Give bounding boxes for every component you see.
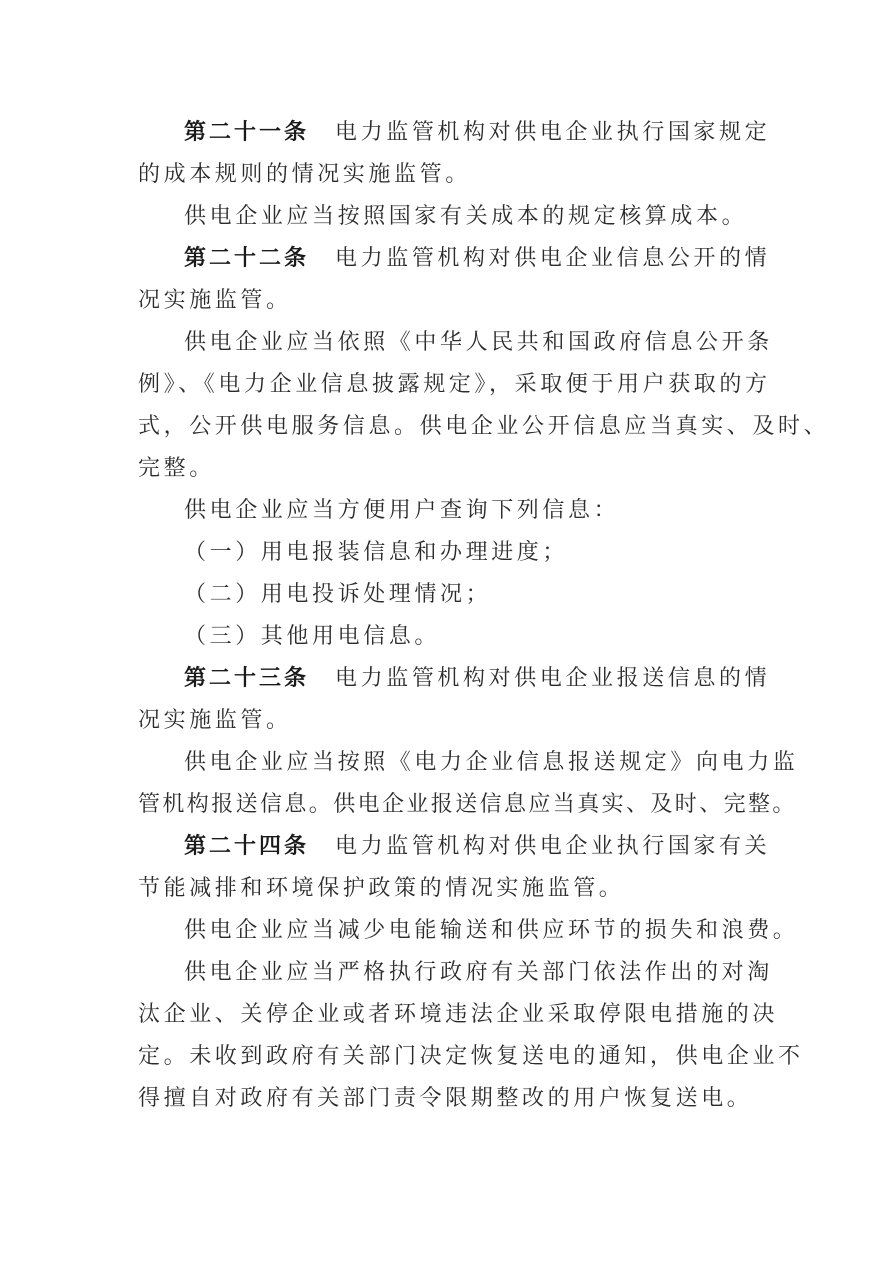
article-24-paragraph-3-line-2: 汰企业、关停企业或者环境违法企业采取停限电措施的决 — [138, 1002, 779, 1027]
article-23-paragraph-2-line-1: 供电企业应当按照《电力企业信息报送规定》向电力监 — [184, 750, 799, 775]
article-24-paragraph-3-line-4: 得擅自对政府有关部门责令限期整改的用户恢复送电。 — [138, 1086, 753, 1111]
article-22-paragraph-3: 供电企业应当方便用户查询下列信息： — [184, 498, 620, 523]
article-21-line-2: 的成本规则的情况实施监管。 — [138, 162, 471, 187]
article-23-line-2: 况实施监管。 — [138, 708, 292, 733]
article-22-heading: 第二十二条 — [184, 246, 310, 271]
article-22-paragraph-2-line-4: 完整。 — [138, 456, 215, 481]
article-24-paragraph-2: 供电企业应当减少电能输送和供应环节的损失和浪费。 — [184, 918, 799, 943]
article-24-line-1 — [184, 832, 770, 862]
article-23-line-1 — [184, 664, 770, 694]
article-22-paragraph-2-line-2: 例》、《电力企业信息披露规定》，采取便于用户获取的方 — [138, 372, 771, 397]
article-21-paragraph-2: 供电企业应当按照国家有关成本的规定核算成本。 — [184, 204, 748, 229]
article-23-heading: 第二十三条 — [184, 666, 310, 691]
article-21-line-1 — [184, 118, 770, 148]
article-22-paragraph-2-line-1: 供电企业应当依照《中华人民共和国政府信息公开条 — [184, 330, 773, 355]
article-24-paragraph-3-line-3: 定。未收到政府有关部门决定恢复送电的通知，供电企业不 — [138, 1044, 804, 1069]
article-24-text: 电力监管机构对供电企业执行国家有关 — [335, 834, 771, 859]
article-23-paragraph-2-line-2: 管机构报送信息。供电企业报送信息应当真实、及时、完整。 — [138, 792, 797, 817]
article-21-heading: 第二十一条 — [184, 120, 310, 145]
list-item: （三）其他用电信息。 — [184, 624, 441, 649]
article-21-text: 电力监管机构对供电企业执行国家规定 — [335, 120, 771, 145]
article-22-text: 电力监管机构对供电企业信息公开的情 — [335, 246, 771, 271]
article-24-heading: 第二十四条 — [184, 834, 310, 859]
article-22-line-1 — [184, 244, 770, 274]
list-item: （一）用电报装信息和办理进度； — [184, 540, 569, 565]
article-22-paragraph-2-line-3: 式，公开供电服务信息。供电企业公开信息应当真实、及时、 — [138, 414, 830, 439]
article-24-paragraph-3-line-1: 供电企业应当严格执行政府有关部门依法作出的对淘 — [184, 960, 773, 985]
list-item: （二）用电投诉处理情况； — [184, 582, 492, 607]
article-22-line-2: 况实施监管。 — [138, 288, 292, 313]
article-24-line-2: 节能减排和环境保护政策的情况实施监管。 — [138, 876, 625, 901]
article-23-text: 电力监管机构对供电企业报送信息的情 — [335, 666, 771, 691]
